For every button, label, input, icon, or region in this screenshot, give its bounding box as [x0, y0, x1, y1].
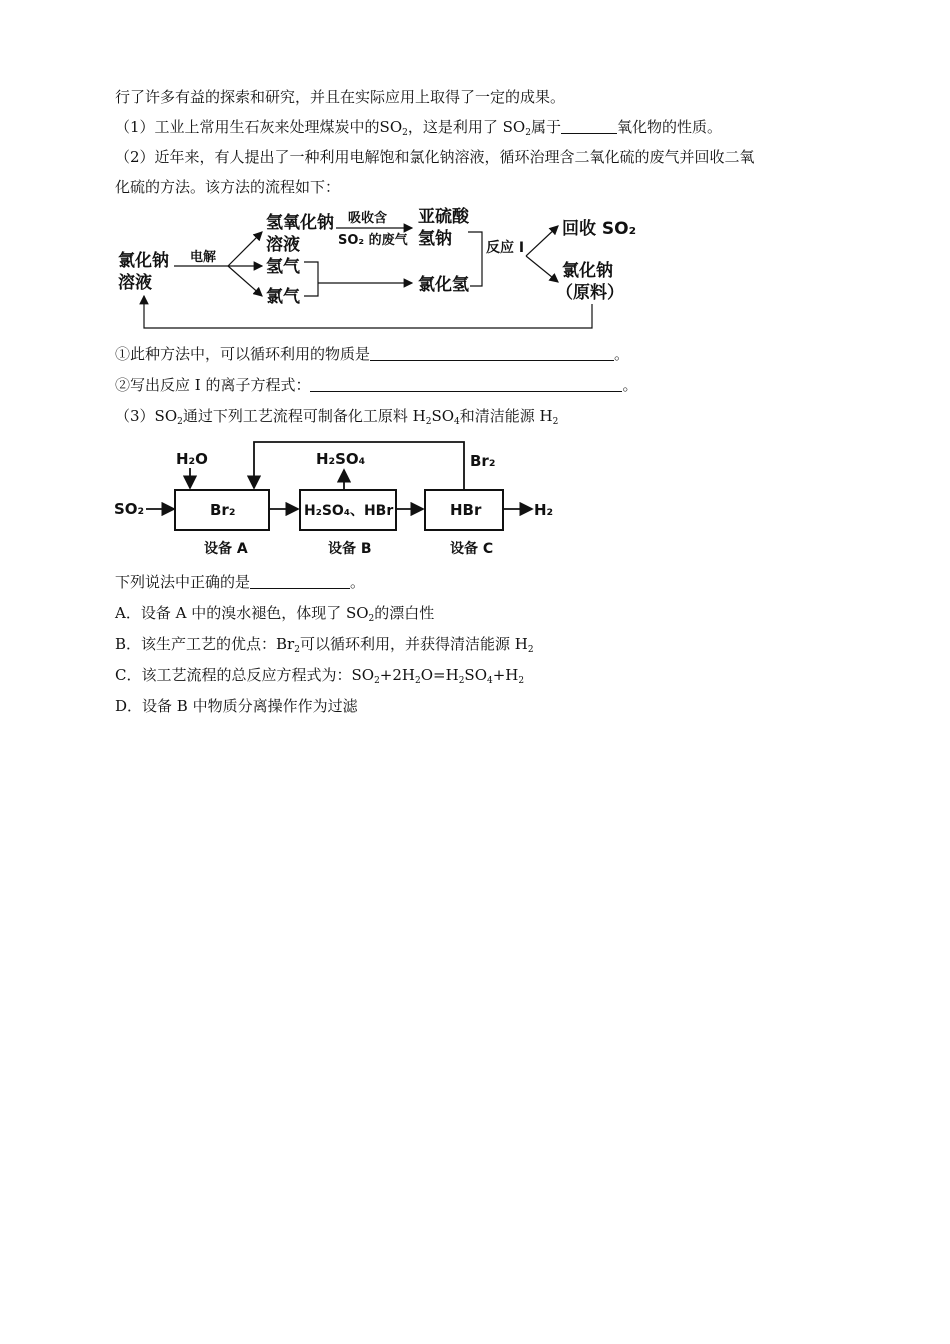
so2-process-flow-diagram — [112, 436, 562, 564]
h2-out-label: H₂ — [534, 501, 554, 519]
hcl-label: 氯化氢 — [418, 275, 469, 295]
h2o-label: H₂O — [176, 450, 208, 468]
q1-mid: ，这是利用了 SO — [407, 118, 526, 136]
subscript: 2 — [374, 676, 380, 686]
option-c-m4: +H — [492, 666, 519, 684]
option-c-m1: +2H — [379, 666, 415, 684]
answer-blank[interactable] — [250, 574, 350, 589]
device-b-label: 设备 B — [328, 541, 372, 557]
subscript: 2 — [458, 676, 465, 686]
subscript: 2 — [425, 417, 432, 427]
q3-mid: 通过下列工艺流程可制备化工原料 H — [182, 407, 426, 425]
intro-text: 行了许多有益的探索和研究，并且在实际应用上取得了一定的成果。 — [115, 88, 566, 106]
q2-1-text: ①此种方法中，可以循环利用的物质是 — [115, 345, 371, 363]
naoh-label-2: 溶液 — [266, 235, 300, 255]
nacl-solution-label-2: 溶液 — [118, 273, 152, 293]
subscript: 2 — [177, 417, 183, 427]
q2-2-end: 。 — [622, 376, 638, 394]
q3-prompt-end: 。 — [350, 573, 366, 591]
question-3 — [115, 406, 558, 426]
cl2-label: 氯气 — [266, 287, 300, 307]
nacl-raw-label: 氯化钠 — [562, 261, 613, 281]
q1-post: 氧化物的性质。 — [616, 118, 722, 136]
option-a[interactable] — [115, 603, 434, 623]
question-2-2 — [115, 375, 637, 395]
option-a-pre: A．设备 A 中的溴水褪色，体现了 SO — [115, 604, 369, 622]
question-2-1 — [115, 344, 629, 364]
subscript: 4 — [454, 417, 460, 427]
option-b[interactable] — [115, 634, 534, 654]
device-a-label: 设备 A — [204, 541, 248, 557]
nahso3-label-2: 氢钠 — [418, 229, 452, 249]
question-1 — [115, 117, 722, 137]
device-c-label: 设备 C — [450, 541, 494, 557]
subscript: 2 — [294, 645, 300, 655]
question-2-line1: （2）近年来，有人提出了一种利用电解饱和氯化钠溶液，循环治理含二氧化硫的废气并回收二氧 — [115, 148, 755, 166]
answer-blank[interactable] — [370, 346, 614, 361]
q3-mid3: 和清洁能源 H — [459, 407, 553, 425]
option-d[interactable]: D．设备 B 中物质分离操作作为过滤 — [115, 697, 358, 715]
subscript: 2 — [402, 128, 408, 138]
q3-pre: （3）SO — [115, 407, 178, 425]
h2-label: 氢气 — [266, 257, 300, 277]
electrolysis-label: 电解 — [190, 250, 217, 265]
subscript: 4 — [487, 676, 493, 686]
subscript: 2 — [368, 614, 375, 624]
so2-in-label: SO₂ — [114, 500, 145, 518]
q1-pre: （1）工业上常用生石灰来处理煤炭中的SO — [115, 118, 403, 136]
reaction-1-label: 反应 I — [486, 240, 525, 256]
subscript: 2 — [552, 417, 559, 427]
q3-prompt-text: 下列说法中正确的是 — [115, 573, 251, 591]
device-c-content: HBr — [450, 501, 482, 519]
answer-blank[interactable] — [561, 119, 617, 134]
option-c-pre: C．该工艺流程的总反应方程式为：SO — [115, 666, 375, 684]
recycle-line — [144, 296, 592, 328]
device-a-content: Br₂ — [210, 501, 236, 519]
question-3-prompt — [115, 572, 365, 592]
option-c-m3: SO — [464, 666, 487, 684]
naoh-label: 氢氧化钠 — [266, 213, 334, 233]
recover-so2-label: 回收 SO₂ — [562, 219, 637, 239]
nahso3-label: 亚硫酸 — [418, 207, 469, 227]
q2-1-end: 。 — [614, 345, 630, 363]
question-2-line2: 化硫的方法。该方法的流程如下： — [115, 178, 341, 196]
option-b-pre: B．该生产工艺的优点：Br — [115, 635, 295, 653]
subscript: 2 — [527, 645, 534, 655]
option-b-post: 可以循环利用，并获得清洁能源 H — [299, 635, 528, 653]
subscript: 2 — [525, 128, 531, 138]
device-b-content: H₂SO₄、HBr — [304, 503, 394, 519]
nacl-solution-label: 氯化钠 — [118, 251, 169, 271]
q3-mid2: SO — [431, 407, 455, 425]
absorb-label-2: SO₂ 的废气 — [338, 233, 408, 248]
electrolysis-flow-diagram — [112, 204, 652, 336]
q1-mid2: 属于 — [530, 118, 561, 136]
option-a-post: 的漂白性 — [374, 604, 435, 622]
h2so4-out-label: H₂SO₄ — [316, 450, 366, 468]
br2-recycle-label: Br₂ — [470, 452, 496, 470]
absorb-label: 吸收含 — [348, 211, 388, 226]
answer-blank[interactable] — [310, 377, 622, 392]
q2-2-text: ②写出反应 I 的离子方程式： — [115, 376, 311, 394]
option-c[interactable] — [115, 665, 524, 685]
subscript: 2 — [518, 676, 525, 686]
option-c-m2: O=H — [420, 666, 459, 684]
subscript: 2 — [415, 676, 421, 686]
nacl-raw-label-2: （原料） — [556, 283, 624, 303]
